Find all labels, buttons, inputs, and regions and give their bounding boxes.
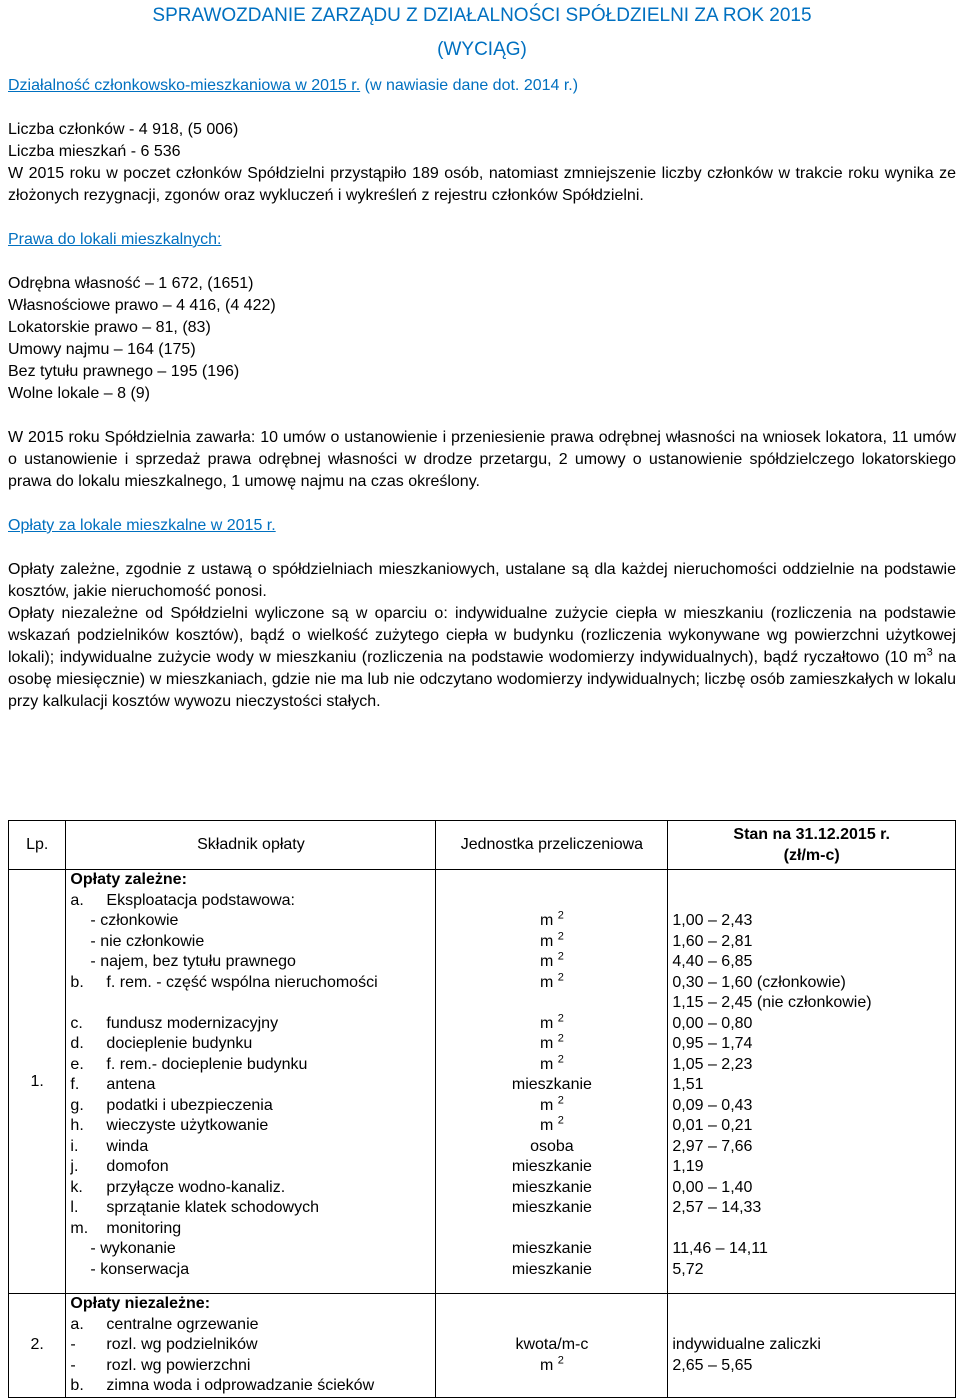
component-label: j. (70, 1158, 79, 1175)
group-title: Opłaty zależne: (70, 871, 187, 888)
unit-cell: m $^2$ (539, 950, 564, 970)
component-cell (70, 911, 435, 932)
fees-table (8, 820, 956, 1398)
header-state (668, 821, 956, 870)
component-cell (70, 1137, 435, 1158)
header-unit: Jednostka przeliczeniowa (436, 821, 668, 870)
value-cell (668, 891, 955, 912)
component-label: - (70, 1356, 76, 1374)
component-cell (70, 1014, 435, 1035)
component-cell (70, 1034, 435, 1055)
group2-units (436, 1294, 668, 1398)
component-label: l. (70, 1199, 79, 1216)
component-label: e. (70, 1055, 84, 1073)
value-cell: 2,97 – 7,66 (672, 1137, 753, 1155)
value-cell: 4,40 – 6,85 (672, 953, 753, 970)
component-label: k. (70, 1178, 83, 1196)
component-cell (70, 1239, 435, 1260)
component-cell (70, 1219, 435, 1240)
unit-cell (436, 1294, 667, 1315)
unit-cell: mieszkanie (511, 1240, 592, 1257)
component-label: f. (70, 1076, 80, 1093)
unit-cell: mieszkanie (511, 1158, 592, 1175)
fees-paragraph-2b: na osobę miesięcznie) w mieszkaniach, gdzie nie ma lub nie odczytano wodomierzy indywidualnych; liczbę osób zamieszkałych w lokalu przy kalkulacji kosztów wywozu nieczystości stałych. (8, 649, 956, 710)
unit-cell: mieszkanie (511, 1260, 592, 1278)
component-cell (70, 1376, 435, 1397)
value-cell: 2,65 – 5,65 (672, 1356, 753, 1374)
component-cell (70, 1315, 435, 1336)
component-name: - najem, bez tytułu prawnego (90, 953, 296, 970)
component-cell (70, 891, 435, 912)
component-name: domofon (106, 1158, 169, 1175)
unit-cell (436, 870, 667, 891)
value-cell: 0,95 – 1,74 (672, 1035, 753, 1052)
component-name: wieczyste użytkowanie (106, 1117, 269, 1134)
header-component: Składnik opłaty (66, 821, 436, 870)
component-cell (70, 973, 435, 994)
value-cell (668, 870, 955, 891)
unit-cell: m $^2$ (539, 1094, 564, 1114)
value-cell: 0,30 – 1,60 (członkowie) (672, 973, 846, 991)
component-name: centralne ogrzewanie (106, 1315, 259, 1333)
rights-item: Bez tytułu prawnego – 195 (196) (8, 363, 240, 380)
value-cell: 0,01 – 0,21 (672, 1117, 753, 1134)
value-cell: 1,00 – 2,43 (672, 912, 753, 929)
unit-cell (436, 891, 667, 912)
rights-item: Odrębna własność – 1 672, (1651) (8, 275, 254, 292)
membership-heading-note: (w nawiasie dane dot. 2014 r.) (364, 77, 579, 94)
component-name: sprzątanie klatek schodowych (106, 1199, 319, 1216)
component-cell (70, 993, 435, 1014)
value-cell: 1,51 (672, 1076, 704, 1093)
component-label: h. (70, 1117, 84, 1134)
component-name: rozl. wg podzielników (106, 1336, 258, 1353)
rights-paragraph: W 2015 roku Spółdzielnia zawarła: 10 umów o ustanowienie i przeniesienie prawa odrębnej własności na wniosek lokatora, 11 umów o ustanowienie i sprzedaż prawa odrębnej własności w drodze przetargu, 2 umowy o ustanowienie spółdzielczego lokatorskiego prawa do lokalu mieszkalnego, 1 umowę najmu na czas określony. (8, 429, 956, 490)
rights-item: Własnościowe prawo – 4 416, (4 422) (8, 297, 276, 314)
component-label: b. (70, 973, 84, 991)
component-cell (70, 1157, 435, 1178)
fees-paragraph-2a: Opłaty niezależne od Spółdzielni wyliczone są w oparciu o: indywidualne zużycie ciepła w mieszkaniu (rozliczenia na podstawie wskazań podzielników kosztów), bądź o wielkość zużytego ciepła w budynku (rozliczenia wykonywane wg powierzchni użytkowej lokali); indywidualne zużycie wody w mieszkaniu (rozliczenia na podstawie wodomierzy indywidualnych), bądź ryczałtowo (10 m (8, 605, 956, 666)
unit-cell: m $^2$ (539, 1032, 564, 1052)
component-cell (70, 1356, 435, 1377)
component-label: i. (70, 1137, 79, 1155)
component-cell (70, 1096, 435, 1117)
component-name: Eksploatacja podstawowa: (106, 891, 295, 909)
value-cell: 0,09 – 0,43 (672, 1096, 753, 1114)
component-name (70, 994, 74, 1011)
component-name: - członkowie (90, 912, 179, 929)
membership-heading: Działalność członkowsko-mieszkaniowa w 2015 r. (8, 77, 361, 94)
value-cell: 1,05 – 2,23 (672, 1055, 753, 1073)
members-count: Liczba członków - 4 918, (5 006) (8, 121, 239, 138)
component-cell (70, 1116, 435, 1137)
value-cell (668, 1315, 955, 1336)
group1-values (668, 870, 956, 1294)
component-label: m. (70, 1219, 89, 1237)
component-label: c. (70, 1014, 83, 1032)
unit-cell: mieszkanie (511, 1199, 592, 1216)
unit-cell: m $^2$ (539, 930, 564, 950)
component-name: f. rem. - część wspólna nieruchomości (106, 973, 378, 991)
unit-cell (436, 1219, 667, 1240)
unit-cell: kwota/m-c (515, 1336, 589, 1353)
header-state-line2: (zł/m-c) (783, 847, 840, 864)
component-name: - nie członkowie (90, 932, 205, 950)
component-name: - wykonanie (90, 1240, 176, 1257)
fees-paragraph-2 (8, 603, 956, 713)
value-cell (668, 1219, 955, 1240)
component-name: f. rem.- docieplenie budynku (106, 1055, 308, 1073)
component-label: a. (70, 891, 84, 909)
group2-lp: 2. (9, 1294, 66, 1398)
component-cell (70, 1260, 435, 1281)
rights-list (8, 273, 956, 405)
component-cell (70, 1178, 435, 1199)
component-label: d. (70, 1035, 84, 1052)
value-cell: 5,72 (672, 1260, 704, 1278)
component-cell (70, 1075, 435, 1096)
unit-cell: m $^2$ (539, 1053, 564, 1073)
component-name: przyłącze wodno-kanaliz. (106, 1178, 286, 1196)
component-name: rozl. wg powierzchni (106, 1356, 251, 1374)
rights-item: Umowy najmu – 164 (175) (8, 341, 196, 358)
rights-item: Lokatorskie prawo – 81, (83) (8, 319, 211, 336)
value-cell: 1,15 – 2,45 (nie członkowie) (672, 994, 872, 1011)
value-cell: 1,60 – 2,81 (672, 932, 753, 950)
component-name: podatki i ubezpieczenia (106, 1096, 273, 1114)
table-header-row (9, 821, 956, 870)
report-title: SPRAWOZDANIE ZARZĄDU Z DZIAŁALNOŚCI SPÓŁDZIELNI ZA ROK 2015 (152, 5, 812, 26)
component-name: zimna woda i odprowadzanie ścieków (106, 1377, 375, 1394)
membership-paragraph: W 2015 roku w poczet członków Spółdzielni przystąpiło 189 osób, natomiast zmniejszenie liczby członków w trakcie roku wynika ze złożonych rezygnacji, zgonów oraz wykluczeń i wykreśleń z rejestru członków Spółdzielni. (8, 165, 956, 204)
report-subtitle: (WYCIĄG) (437, 39, 527, 60)
unit-cell: m $^2$ (539, 1354, 564, 1374)
unit-cell: m $^2$ (539, 1114, 564, 1134)
residents-count: Liczba mieszkań - 6 536 (8, 143, 181, 160)
fees-heading: Opłaty za lokale mieszkalne w 2015 r. (8, 517, 276, 534)
unit-cell: mieszkanie (511, 1178, 592, 1196)
unit-cell: m $^2$ (539, 909, 564, 929)
fees-paragraph-1: Opłaty zależne, zgodnie z ustawą o spółdzielniach mieszkaniowych, ustalane są dla każdej nieruchomości oddzielnie na podstawie kosztów, jakie nieruchomość ponosi. (8, 561, 956, 600)
group2-components (66, 1294, 436, 1398)
component-name: docieplenie budynku (106, 1035, 253, 1052)
component-name: monitoring (106, 1219, 182, 1237)
document-page (8, 0, 956, 713)
rights-item: Wolne lokale – 8 (9) (8, 385, 150, 402)
value-cell: 0,00 – 0,80 (672, 1014, 753, 1032)
value-cell (668, 1376, 955, 1397)
rights-heading: Prawa do lokali mieszkalnych: (8, 231, 222, 248)
unit-cell: m $^2$ (539, 1012, 564, 1032)
component-cell (70, 1198, 435, 1219)
fees-paragraph-2-sup: 3 (926, 646, 933, 659)
component-label: g. (70, 1096, 84, 1114)
component-name: antena (106, 1076, 156, 1093)
component-cell (70, 952, 435, 973)
component-label: b. (70, 1377, 84, 1394)
group-title: Opłaty niezależne: (70, 1295, 211, 1312)
unit-cell (436, 1376, 667, 1397)
header-lp: Lp. (9, 821, 66, 870)
value-cell (668, 1294, 955, 1315)
component-cell (70, 1055, 435, 1076)
component-name: winda (106, 1137, 149, 1155)
unit-cell (436, 993, 667, 1014)
component-cell (70, 1335, 435, 1356)
unit-cell: osoba (530, 1137, 574, 1155)
header-state-line1: Stan na 31.12.2015 r. (733, 826, 890, 843)
unit-cell: m $^2$ (539, 971, 564, 991)
value-cell: 1,19 (672, 1158, 704, 1175)
value-cell: 11,46 – 14,11 (672, 1240, 768, 1257)
group1-lp: 1. (9, 870, 66, 1294)
group1-components (66, 870, 436, 1294)
value-cell: indywidualne zaliczki (672, 1336, 821, 1353)
unit-cell: mieszkanie (511, 1076, 592, 1093)
table-row-group1 (9, 870, 956, 1294)
value-cell: 2,57 – 14,33 (672, 1199, 762, 1216)
membership-heading-line (8, 75, 956, 97)
table-row-group2 (9, 1294, 956, 1398)
component-name: fundusz modernizacyjny (106, 1014, 279, 1032)
component-label: a. (70, 1315, 84, 1333)
component-label: - (70, 1336, 76, 1353)
component-name: - konserwacja (90, 1260, 190, 1278)
group2-values (668, 1294, 956, 1398)
unit-cell (436, 1315, 667, 1336)
value-cell: 0,00 – 1,40 (672, 1178, 753, 1196)
group1-units (436, 870, 668, 1294)
component-cell (70, 932, 435, 953)
